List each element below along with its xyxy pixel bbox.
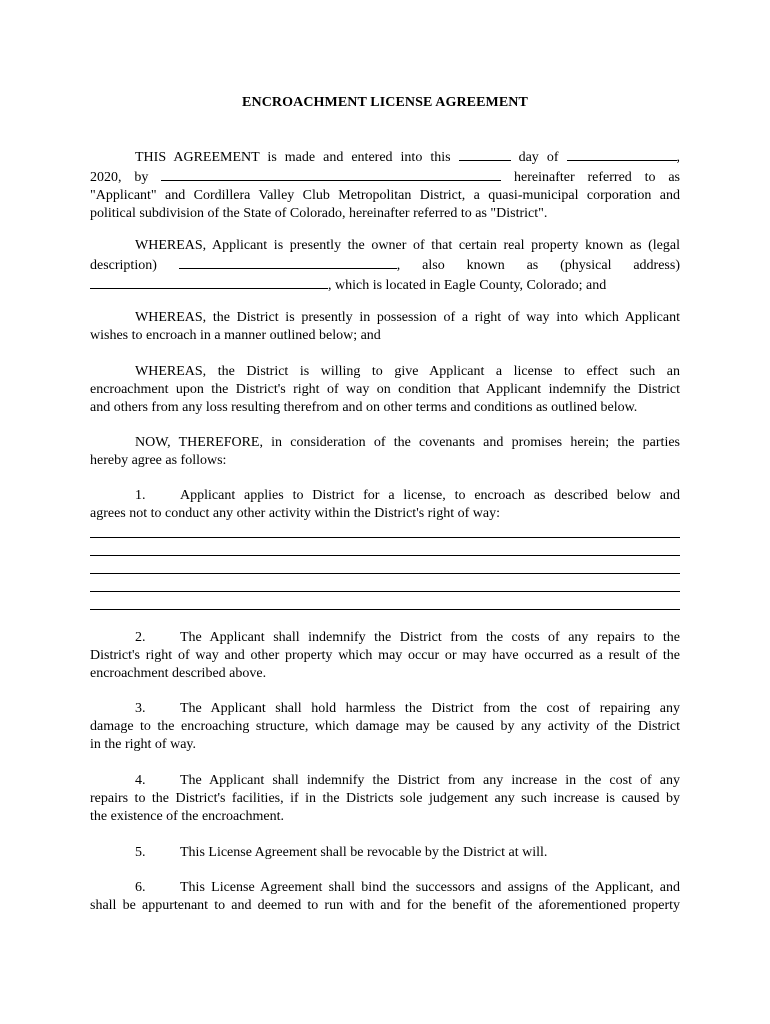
legal-description-blank[interactable] (179, 255, 397, 269)
encroachment-description-line-3[interactable] (90, 573, 680, 574)
whereas-paragraph-2 (90, 309, 680, 345)
clause-6 (90, 879, 680, 915)
intro-paragraph (90, 147, 680, 223)
clause4-line-2: repairs to the District's facilities, if in the Districts sole judgement any such increase is caused by (90, 791, 680, 806)
whereas1-line-1: WHEREAS, Applicant is presently the owner of that certain real property known as (legal (135, 238, 680, 253)
clause4-line-3: the existence of the encroachment. (90, 809, 284, 824)
whereas1-line-2: description) , also known as (physical address) (90, 255, 680, 275)
whereas2-line-1: WHEREAS, the District is presently in possession of a right of way into which Applicant (135, 310, 680, 325)
applicant-name-blank[interactable] (161, 167, 501, 181)
clause6-line-2: shall be appurtenant to and deemed to run with and for the benefit of the aforementioned property (90, 898, 680, 913)
document-title: ENCROACHMENT LICENSE AGREEMENT (242, 95, 528, 110)
clause-4 (90, 772, 680, 826)
intro-line-2: 2020, by hereinafter referred to as (90, 167, 680, 187)
whereas1-line-3: , which is located in Eagle County, Colorado; and (90, 275, 680, 295)
whereas2-line-2: wishes to encroach in a manner outlined below; and (90, 328, 381, 343)
encroachment-description-line-5[interactable] (90, 609, 680, 610)
now-therefore-paragraph (90, 434, 680, 470)
clause-1 (90, 487, 680, 523)
intro-line-1: THIS AGREEMENT is made and entered into this day of , (90, 147, 680, 167)
day-blank[interactable] (459, 147, 511, 161)
clause5-line-1: 5. This License Agreement shall be revocable by the District at will. (135, 845, 548, 860)
clause-5 (90, 844, 680, 862)
clause3-line-1: 3. The Applicant shall hold harmless the District from the cost of repairing any (135, 701, 680, 716)
clause3-line-3: in the right of way. (90, 737, 197, 752)
physical-address-blank[interactable] (90, 275, 328, 289)
encroachment-description-line-2[interactable] (90, 555, 680, 556)
whereas3-line-1: WHEREAS, the District is willing to give Applicant a license to effect such an (135, 364, 680, 379)
whereas-paragraph-1 (90, 237, 680, 295)
clause4-line-1: 4. The Applicant shall indemnify the District from any increase in the cost of any (135, 773, 680, 788)
now-therefore-line-1: NOW, THEREFORE, in consideration of the covenants and promises herein; the parties (135, 435, 680, 450)
intro-line-4: political subdivision of the State of Colorado, hereinafter referred to as "District". (90, 206, 548, 221)
clause2-line-1: 2. The Applicant shall indemnify the District from the costs of any repairs to the (135, 630, 680, 645)
clause6-line-1: 6. This License Agreement shall bind the successors and assigns of the Applicant, and (135, 880, 680, 895)
now-therefore-line-2: hereby agree as follows: (90, 453, 227, 468)
clause3-line-2: damage to the encroaching structure, which damage may be caused by any activity of the District (90, 719, 680, 734)
clause-2 (90, 629, 680, 683)
whereas3-line-3: and others from any loss resulting therefrom and on other terms and conditions as outlined below. (90, 400, 638, 415)
intro-line-3: "Applicant" and Cordillera Valley Club Metropolitan District, a quasi-municipal corporation and (90, 188, 680, 203)
month-blank[interactable] (567, 147, 677, 161)
encroachment-description-line-1[interactable] (90, 537, 680, 538)
clause1-line-1: 1. Applicant applies to District for a license, to encroach as described below and (135, 488, 680, 503)
encroachment-description-line-4[interactable] (90, 591, 680, 592)
whereas3-line-2: encroachment upon the District's right of way on condition that Applicant indemnify the District (90, 382, 680, 397)
clause2-line-2: District's right of way and other property which may occur or may have occurred as a result of the (90, 648, 680, 663)
clause2-line-3: encroachment described above. (90, 666, 267, 681)
clause-3 (90, 700, 680, 754)
clause1-line-2: agrees not to conduct any other activity within the District's right of way: (90, 506, 500, 521)
whereas-paragraph-3 (90, 363, 680, 417)
